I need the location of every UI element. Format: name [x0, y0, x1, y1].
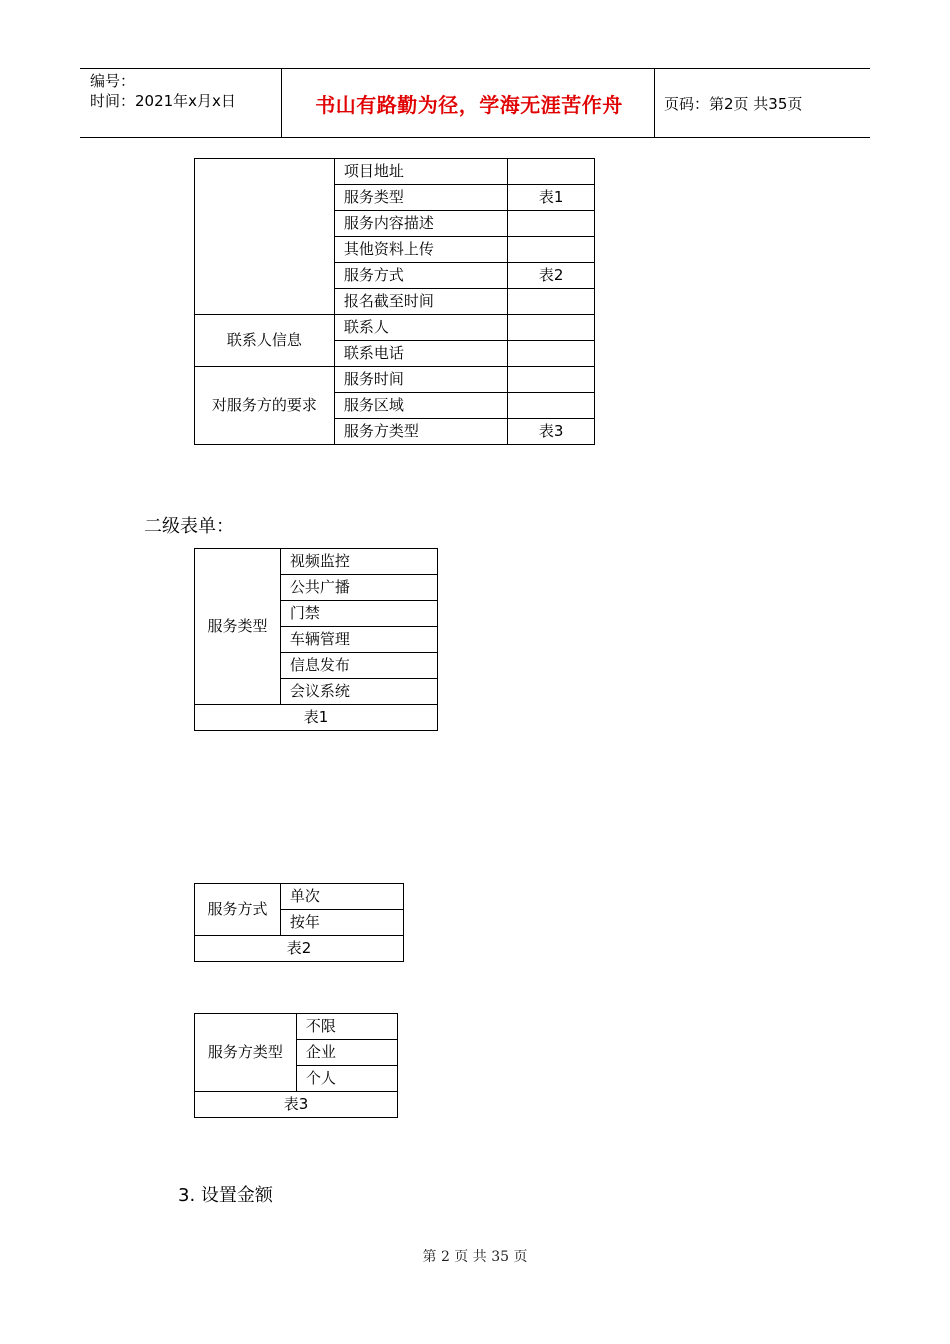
ref-cell: [508, 315, 595, 341]
table-3-label: 服务方类型: [195, 1014, 297, 1092]
table-2-label: 服务方式: [195, 884, 281, 936]
header-motto: 书山有路勤为径，学海无涯苦作舟: [315, 92, 623, 117]
table-row: [195, 884, 404, 910]
item-cell: 联系电话: [334, 341, 507, 367]
option-cell: 按年: [280, 910, 403, 936]
item-cell: 服务类型: [334, 185, 507, 211]
table-row: [195, 315, 595, 341]
page-footer: 第 2 页 共 35 页: [422, 1249, 528, 1265]
table-1: [194, 548, 438, 731]
ref-cell: [508, 367, 595, 393]
table-row: [195, 159, 595, 185]
item-cell: 报名截至时间: [334, 289, 507, 315]
item-cell: 服务区域: [334, 393, 507, 419]
item-cell: 项目地址: [334, 159, 507, 185]
table-row: [195, 367, 595, 393]
item-cell: 联系人: [334, 315, 507, 341]
ref-cell: [508, 341, 595, 367]
table-row: [195, 1014, 398, 1040]
table-3-caption: 表3: [195, 1092, 398, 1118]
option-cell: 单次: [280, 884, 403, 910]
group-cell: 对服务方的要求: [195, 367, 335, 445]
ref-cell: [508, 393, 595, 419]
ref-cell: [508, 237, 595, 263]
section-title: 二级表单：: [144, 516, 234, 537]
option-cell: 门禁: [280, 601, 437, 627]
table-2: [194, 883, 404, 962]
item-cell: 服务时间: [334, 367, 507, 393]
option-cell: 个人: [296, 1066, 397, 1092]
item-cell: 其他资料上传: [334, 237, 507, 263]
option-cell: 车辆管理: [280, 627, 437, 653]
main-form-table: [194, 158, 595, 445]
table-1-label: 服务类型: [195, 549, 281, 705]
header-page-info: 页码：第2页 共35页: [664, 94, 803, 113]
header-number: 编号：: [90, 72, 136, 90]
header-time: 时间：2021年x月x日: [90, 92, 236, 110]
table-row: [195, 549, 438, 575]
item-cell: 服务方类型: [334, 419, 507, 445]
ref-cell: 表2: [508, 263, 595, 289]
option-cell: 不限: [296, 1014, 397, 1040]
numbered-heading: 3. 设置金额: [178, 1185, 273, 1206]
option-cell: 会议系统: [280, 679, 437, 705]
option-cell: 视频监控: [280, 549, 437, 575]
table-1-caption: 表1: [195, 705, 438, 731]
group-cell: 联系人信息: [195, 315, 335, 367]
option-cell: 公共广播: [280, 575, 437, 601]
header-meta: [90, 71, 236, 111]
table-row: [195, 936, 404, 962]
item-cell: 服务内容描述: [334, 211, 507, 237]
option-cell: 信息发布: [280, 653, 437, 679]
table-3: [194, 1013, 398, 1118]
ref-cell: [508, 211, 595, 237]
ref-cell: 表3: [508, 419, 595, 445]
page-header: [80, 68, 870, 138]
table-row: [195, 705, 438, 731]
item-cell: 服务方式: [334, 263, 507, 289]
ref-cell: 表1: [508, 185, 595, 211]
ref-cell: [508, 289, 595, 315]
option-cell: 企业: [296, 1040, 397, 1066]
ref-cell: [508, 159, 595, 185]
group-cell: [195, 159, 335, 315]
table-2-caption: 表2: [195, 936, 404, 962]
table-row: [195, 1092, 398, 1118]
